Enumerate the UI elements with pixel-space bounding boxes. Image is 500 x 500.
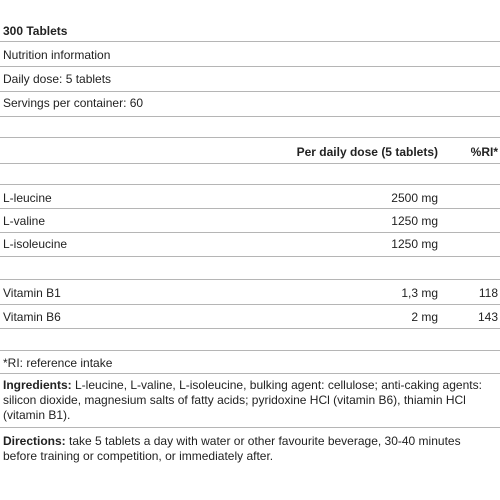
spacer-row (0, 118, 500, 138)
servings-row (0, 93, 500, 117)
nutrient-name: L-valine (3, 214, 46, 228)
nutrient-name: L-isoleucine (3, 237, 68, 251)
per-dose-header: Per daily dose (5 tablets) (296, 145, 438, 159)
nutrition-info-row (0, 43, 500, 67)
daily-dose-row (0, 68, 500, 92)
nutrient-ri: 118 (478, 286, 498, 300)
nutrition-info-label: Nutrition information (3, 48, 111, 62)
daily-dose-label: Daily dose: 5 tablets (3, 72, 112, 86)
ingredients-paragraph (3, 378, 497, 423)
directions-label: Directions: (3, 434, 66, 448)
table-row (0, 234, 500, 257)
table-row (0, 306, 500, 329)
nutrient-amount: 2 mg (411, 310, 438, 324)
title-row (0, 20, 500, 42)
nutrient-name: L-leucine (3, 191, 52, 205)
nutrient-name: Vitamin B1 (3, 286, 61, 300)
nutrient-amount: 2500 mg (391, 191, 438, 205)
table-row (0, 210, 500, 233)
directions-paragraph (3, 434, 497, 464)
nutrient-amount: 1,3 mg (401, 286, 438, 300)
nutrient-amount: 1250 mg (391, 214, 438, 228)
table-row (0, 186, 500, 209)
product-title: 300 Tablets (3, 24, 68, 38)
directions-text: take 5 tablets a day with water or other favourite beverage, 30-40 minutes before training or competition, or immediately after. (3, 434, 461, 463)
spacer-row (0, 165, 500, 185)
ri-header: %RI* (470, 145, 498, 159)
footnote-row (0, 352, 500, 374)
nutrient-name: Vitamin B6 (3, 310, 61, 324)
servings-label: Servings per container: 60 (3, 96, 144, 110)
table-row (0, 281, 500, 305)
nutrient-amount: 1250 mg (391, 237, 438, 251)
ri-footnote: *RI: reference intake (3, 356, 113, 370)
ingredients-text: L-leucine, L-valine, L-isoleucine, bulking agent: cellulose; anti-caking agents: silicon dioxide, magnesium salts of fatty acids; pyridoxine HCl (vitamin B6), thiamin HCl (vitamin B1). (3, 378, 482, 422)
ingredients-label: Ingredients: (3, 378, 72, 392)
nutrient-ri: 143 (477, 310, 498, 324)
divider (0, 427, 500, 428)
spacer-row (0, 258, 500, 280)
spacer-row (0, 330, 500, 351)
column-header-row (0, 139, 500, 164)
